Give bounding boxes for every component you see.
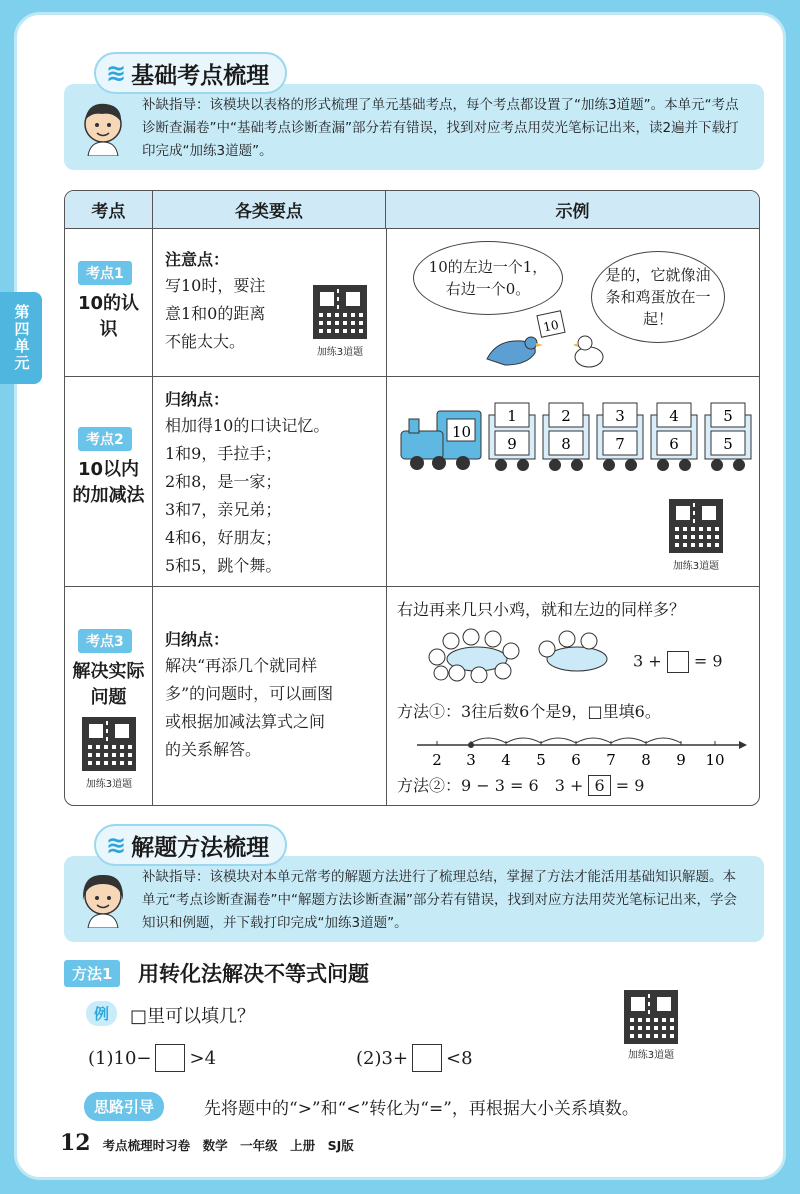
kaodian-cell [65, 587, 153, 806]
answer-box-filled: 6 [588, 775, 610, 796]
problem-two-box[interactable] [412, 1044, 442, 1072]
problem-one-left: (1)10− [88, 1047, 152, 1069]
kaodian-badge: 考点1 [78, 261, 132, 285]
girl-avatar-icon [74, 870, 132, 928]
header-kaodian: 考点 [65, 191, 153, 228]
kaodian-badge: 考点2 [78, 427, 132, 451]
engine-number: 10 [452, 423, 472, 441]
equation-right: = 9 [693, 651, 723, 671]
table-row [65, 229, 759, 377]
qr-code-icon[interactable] [669, 499, 723, 553]
method-two-text: 方法②：9 − 3 = 6 3 + [397, 776, 584, 795]
car-top-number: 2 [561, 407, 571, 425]
speech-bubble-right: 是的，它就像油条和鸡蛋放在一起！ [591, 251, 725, 343]
kaodian-name: 10以内的加减法 [72, 459, 145, 506]
points-line: 相加得10的口诀记忆。 [165, 416, 330, 435]
qr-label: 加练3道题 [672, 561, 720, 572]
points-line: 写10时，要注 [165, 276, 266, 295]
bird-and-chick-icon [477, 309, 617, 375]
unit-side-tab: 第四单元 [0, 292, 42, 384]
kaodian-cell [65, 229, 153, 376]
method-title: 用转化法解决不等式问题 [138, 962, 369, 986]
sign-text: 10 [542, 317, 560, 335]
points-line: 5和5，跳个舞。 [165, 556, 282, 575]
qr-label: 加练3道题 [316, 347, 364, 358]
car-top-number: 5 [723, 407, 733, 425]
method-two-result: = 9 [615, 776, 645, 795]
method-two-line [397, 773, 644, 796]
problem-one-right: >4 [189, 1047, 217, 1069]
kaodian-cell [65, 377, 153, 586]
points-cell [153, 587, 387, 806]
equation-line [633, 651, 723, 673]
qr-code-icon[interactable] [313, 285, 367, 339]
key-points-table [64, 190, 760, 806]
table-header [65, 191, 759, 229]
number-line [417, 731, 747, 771]
qr-code-icon[interactable] [82, 717, 136, 771]
page-number: 12 [60, 1130, 91, 1156]
equation-left: 3 + [633, 651, 662, 671]
car-top-number: 3 [615, 407, 625, 425]
kaodian-badge: 考点3 [78, 629, 132, 653]
qr-label: 加练3道题 [85, 779, 133, 790]
boy-avatar-icon [74, 98, 132, 156]
numberline-label: 9 [676, 751, 686, 769]
method-one-text: 方法①：3往后数6个是9，□里填6。 [397, 702, 661, 721]
problem-two [356, 1044, 473, 1072]
points-line: 的关系解答。 [165, 740, 262, 759]
numberline-label: 8 [641, 751, 651, 769]
waves-icon: ≋ [106, 831, 124, 859]
section-title-text: 基础考点梳理 [131, 62, 270, 89]
problem-one [88, 1044, 216, 1072]
numberline-label: 3 [466, 751, 476, 769]
header-points: 各类要点 [153, 191, 386, 228]
problem-one-box[interactable] [155, 1044, 185, 1072]
points-line: 1和9，手拉手； [165, 444, 282, 463]
points-heading: 归纳点： [165, 630, 230, 649]
car-top-number: 4 [669, 407, 679, 425]
car-bottom-number: 5 [723, 435, 733, 453]
kaodian-name: 10的认识 [77, 293, 140, 340]
example-question: 右边再来几只小鸡，就和左边的同样多？ [397, 600, 686, 619]
waves-icon: ≋ [106, 59, 124, 87]
guide-text-methods: 补缺指导：该模块对本单元常考的解题方法进行了梳理总结，掌握了方法才能活用基础知识解题。本单元“考点诊断查漏卷”中“解题方法诊断查漏”部分若有错误，找到对应方法用荧光笔标记出来，学会知识和例题，并下载打印完成“加练3道题”。 [142, 869, 737, 931]
numberline-label: 10 [705, 751, 725, 769]
car-bottom-number: 7 [615, 435, 625, 453]
guide-text-basic: 补缺指导：该模块以表格的形式梳理了单元基础考点，每个考点都设置了“加练3道题”。本单元“考点诊断查漏卷”中“基础考点诊断查漏”部分若有错误，找到对应考点用荧光笔标记出来，读2遍并下载打印完成“加练3道题”。 [142, 97, 739, 159]
example-question: □里可以填几？ [130, 1006, 256, 1027]
speech-bubble-left: 10的左边一个1，右边一个0。 [413, 241, 563, 315]
points-line: 2和8，是一家； [165, 472, 282, 491]
kaodian-name: 解决实际问题 [72, 661, 145, 708]
section-title-methods [94, 824, 287, 866]
numberline-label: 2 [432, 751, 442, 769]
footer-meta: 考点梳理时习卷 数学 一年级 上册 SJ版 [102, 1138, 354, 1153]
points-line: 4和6，好朋友； [165, 528, 282, 547]
car-bottom-number: 9 [507, 435, 517, 453]
section-title-text: 解题方法梳理 [131, 834, 270, 861]
car-bottom-number: 6 [669, 435, 679, 453]
table-row [65, 587, 759, 806]
qr-label: 加练3道题 [627, 1050, 675, 1061]
problem-two-left: (2)3+ [356, 1047, 409, 1069]
points-cell [153, 229, 387, 376]
number-train-illustration [397, 397, 757, 477]
method-badge: 方法1 [64, 960, 120, 987]
page-footer [60, 1130, 354, 1156]
points-line: 3和7，亲兄弟； [165, 500, 282, 519]
car-bottom-number: 8 [561, 435, 571, 453]
guide-box-methods [64, 856, 764, 942]
points-line: 意1和0的距离 [165, 304, 266, 323]
car-top-number: 1 [507, 407, 517, 425]
example-cell [387, 587, 760, 806]
table-row [65, 377, 759, 587]
answer-box[interactable] [667, 651, 689, 673]
numberline-label: 4 [501, 751, 511, 769]
points-line: 或根据加减法算式之间 [165, 712, 326, 731]
points-line: 不能太大。 [165, 332, 246, 351]
points-heading: 归纳点： [165, 390, 230, 409]
numberline-label: 7 [606, 751, 616, 769]
example-badge: 例 [86, 1001, 117, 1026]
points-cell [153, 377, 387, 586]
qr-code-icon[interactable] [624, 990, 678, 1044]
problem-two-right: <8 [446, 1047, 473, 1069]
chicks-illustration [417, 627, 617, 683]
numberline-label: 6 [571, 751, 581, 769]
header-examples: 示例 [555, 202, 590, 222]
example-cell [387, 229, 760, 376]
example-cell [387, 377, 760, 586]
guide-box-basic [64, 84, 764, 170]
section-title-basic [94, 52, 287, 94]
points-line: 解决“再添几个就同样 [165, 656, 318, 675]
numberline-label: 5 [536, 751, 546, 769]
points-heading: 注意点： [165, 250, 230, 269]
points-line: 多”的问题时，可以画图 [165, 684, 334, 703]
hint-text: 先将题中的“>”和“<”转化为“=”，再根据大小关系填数。 [204, 1099, 639, 1119]
hint-badge: 思路引导 [84, 1092, 164, 1121]
